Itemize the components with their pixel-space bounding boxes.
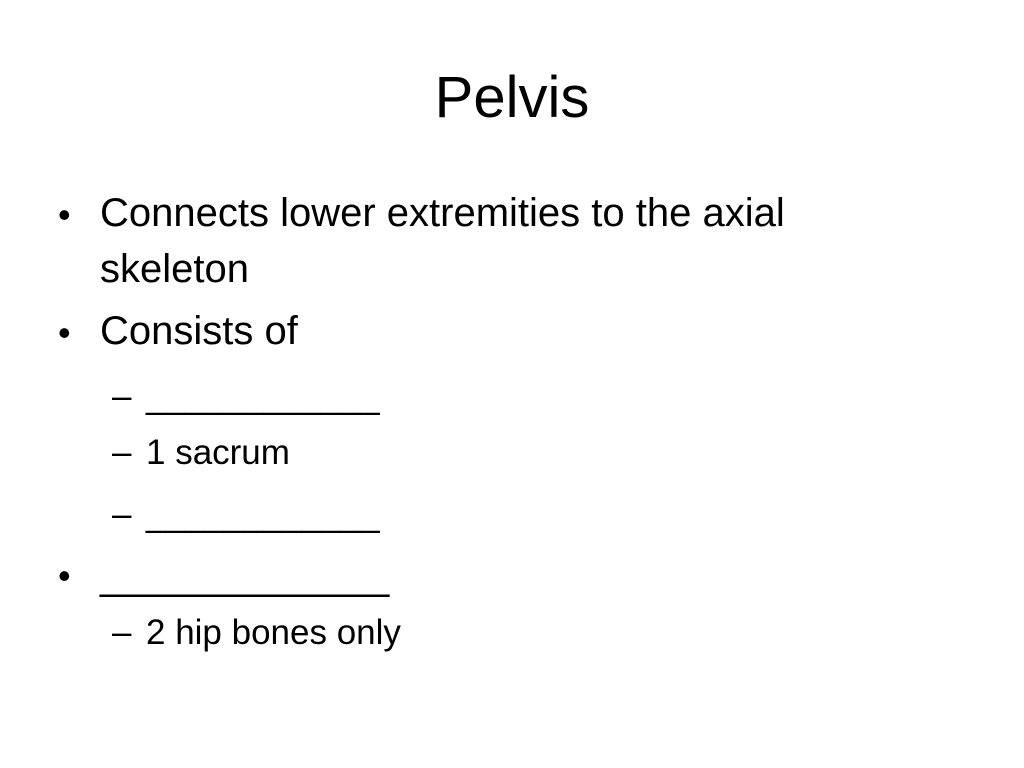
sub-bullet-marker: –: [112, 377, 132, 416]
sub-bullet-text: ____________: [146, 377, 380, 416]
bullet-text-line: skeleton: [100, 247, 249, 291]
sub-bullet-marker: –: [112, 433, 132, 472]
bullet-marker: •: [58, 555, 71, 596]
bullet-text-line: _____________: [100, 554, 390, 598]
sub-bullet-marker: –: [112, 613, 132, 652]
slide-title: Pelvis: [434, 65, 590, 130]
sub-bullet-text: ____________: [146, 495, 380, 534]
sub-bullet-text: 2 hip bones only: [146, 613, 401, 652]
bullet-marker: •: [58, 312, 71, 353]
sub-bullet-text: 1 sacrum: [146, 433, 290, 472]
bullet-text-line: Consists of: [100, 309, 298, 353]
bullet-text-line: Connects lower extremities to the axial: [100, 191, 785, 235]
sub-bullet-marker: –: [112, 495, 132, 534]
bullet-marker: •: [58, 194, 71, 235]
